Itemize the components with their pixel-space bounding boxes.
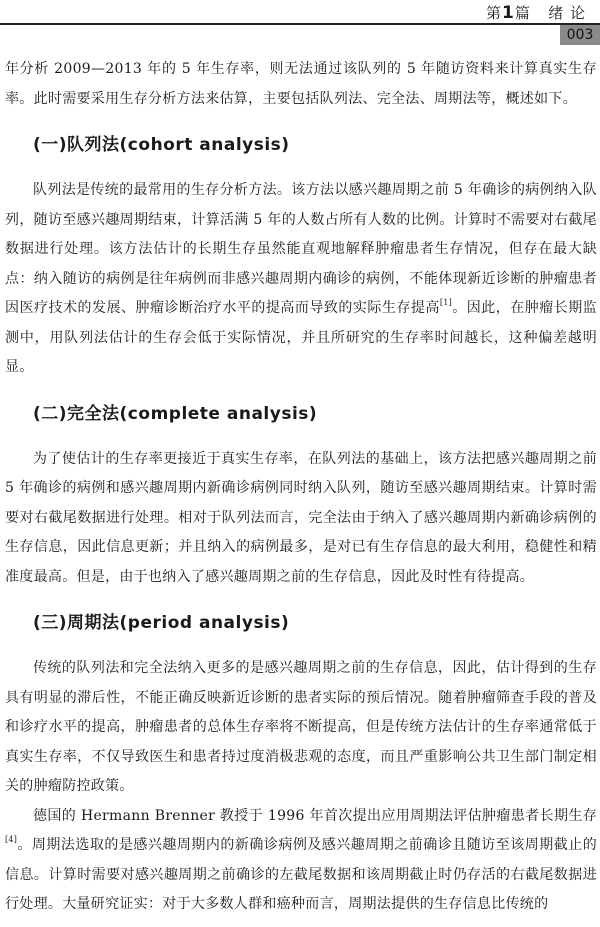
period-text: 德国的 Hermann Brenner 教授于 1996 年首次提出应用周期法评估肿瘤患者长期生存 (33, 807, 597, 824)
cohort-paragraph (5, 176, 597, 383)
cohort-text: 队列法是传统的最常用的生存分析方法。该方法以感兴趣周期之前 5 年确诊的病例纳入队列，随访至感兴趣周期结束，计算活满 5 年的人数占所有人数的比例。计算时不需要对右截尾数据进行处理。该方法估计的长期生存虽然能直观地解释肿瘤患者生存情况，但存在最大缺点：纳入随访的病例是往年病例而非感兴趣周期内确诊的病例，不能体现新近诊断的肿瘤患者因医疗技术的发展、肿瘤诊断治疗水平的提高而导致的实际生存提高 (5, 182, 597, 316)
header-rule (0, 23, 600, 25)
intro-paragraph: 年分析 2009—2013 年的 5 年生存率，则无法通过该队列的 5 年随访资料来计算真实生存率。此时需要采用生存分析方法来估算，主要包括队列法、完全法、周期法等，概述如下。 (5, 61, 597, 107)
part-prefix: 第 (486, 4, 503, 22)
running-head (486, 2, 586, 23)
section-heading-complete: (二)完全法(complete analysis) (33, 403, 318, 424)
cohort-text-tail: 。因此，在肿瘤长期监测中，用队列法估计的生存会低于实际情况，并且所研究的生存率时间越长，这种偏差越明显。 (5, 300, 598, 375)
citation-4: [4] (5, 835, 18, 844)
period-text-tail: 。周期法选取的是感兴趣周期内的新确诊病例及感兴趣周期之前确诊且随访至该周期截止的信息。计算时需要对感兴趣周期之前确诊的左截尾数据和该周期截止时仍存活的右截尾数据进行处理。大量研究证实：对于大多数人群和癌种而言，周期法提供的生存信息比传统的 (5, 837, 597, 912)
complete-paragraph: 为了使估计的生存率更接近于真实生存率，在队列法的基础上，该方法把感兴趣周期之前 5 年确诊的病例和感兴趣周期内新确诊病例同时纳入队列，随访至感兴趣周期结束。计算时需要对右截尾数据进行处理。相对于队列法而言，完全法由于纳入了感兴趣周期内新确诊病例的生存信息，因此信息更新；并且纳入的病例最多，是对已有生存信息的最大利用，稳健性和精准度最高。但是，由于也纳入了感兴趣周期之前的生存信息，因此及时性有待提高。 (5, 450, 597, 585)
part-number: 1 (502, 3, 515, 23)
period-paragraph-2 (5, 802, 597, 920)
part-suffix: 篇 (514, 4, 531, 22)
part-title: 绪 论 (548, 4, 586, 22)
citation-1: [1] (439, 298, 453, 307)
page-body (5, 55, 597, 920)
period-paragraph-1: 传统的队列法和完全法纳入更多的是感兴趣周期之前的生存信息，因此，估计得到的生存具有明显的滞后性，不能正确反映新近诊断的患者实际的预后情况。随着肿瘤筛查手段的普及和诊疗水平的提高，肿瘤患者的总体生存率将不断提高，但是传统方法估计的生存率通常低于真实生存率，不仅导致医生和患者持过度消极悲观的态度，而且严重影响公共卫生部门制定相关的肿瘤防控政策。 (5, 660, 597, 794)
page-header (0, 0, 600, 22)
section-heading-period: (三)周期法(period analysis) (33, 613, 290, 633)
section-heading-cohort: (一)队列法(cohort analysis) (33, 135, 290, 155)
page-number: 003 (560, 25, 600, 45)
